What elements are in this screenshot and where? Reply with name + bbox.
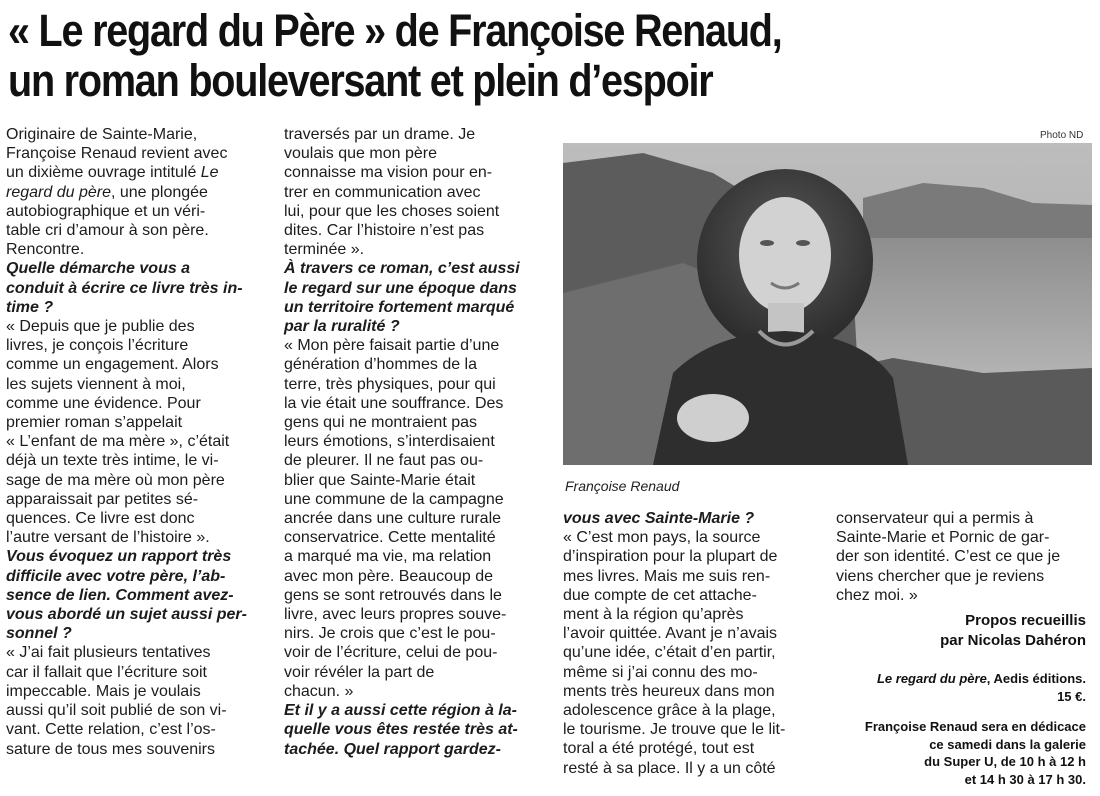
book-publisher: , Aedis éditions. — [986, 671, 1086, 686]
event-line: du Super U, de 10 h à 12 h — [924, 754, 1086, 769]
article-column-4 — [836, 509, 1094, 605]
event-line: Françoise Renaud sera en dédicace — [864, 719, 1086, 734]
text-line: avec mon père. Beaucoup de — [284, 567, 494, 585]
interview-byline — [940, 611, 1086, 651]
text-line: Françoise Renaud revient avec — [6, 145, 228, 163]
interview-question: À travers ce roman, c’est aussi — [284, 260, 520, 278]
text-line: resté à sa place. Il y a un côté — [563, 759, 776, 777]
text-line: car il fallait que l’écriture soit — [6, 663, 207, 681]
text-line: aussi qu’il soit publié de son vi- — [6, 702, 227, 720]
headline-line-2: un roman bouleversant et plein d’espoir — [8, 55, 713, 106]
text-line: due compte de cet attache- — [563, 586, 757, 604]
article-column-2 — [284, 125, 549, 759]
text-line: voulais que mon père — [284, 145, 437, 163]
text-line: premier roman s’appelait — [6, 414, 183, 432]
text-line: adolescence grâce à la plage, — [563, 702, 776, 720]
text-line: gens qui ne montraient pas — [284, 414, 478, 432]
text-line: Sainte-Marie et Pornic de gar- — [836, 529, 1050, 547]
text-line: le tourisme. Je trouve que le lit- — [563, 721, 786, 739]
text-line: Rencontre. — [6, 241, 85, 259]
interview-question: sonnel ? — [6, 625, 72, 643]
text-line: Originaire de Sainte-Marie, — [6, 126, 198, 143]
interview-question: tachée. Quel rapport gardez- — [284, 740, 501, 758]
text-line: vant. Cette relation, c’est l’os- — [6, 721, 216, 739]
interview-question: un territoire fortement marqué — [284, 298, 515, 316]
byline-line-2: par Nicolas Dahéron — [940, 632, 1086, 649]
text-line: « J’ai fait plusieurs tentatives — [6, 644, 211, 662]
interview-question: Vous évoquez un rapport très — [6, 548, 232, 566]
text-line: les sujets viennent à moi, — [6, 375, 186, 393]
event-line: ce samedi dans la galerie — [929, 736, 1086, 752]
interview-question: vous abordé un sujet aussi per- — [6, 606, 247, 624]
text-line: ancrée dans une culture rurale — [284, 510, 502, 528]
text-line: der son identité. C’est ce que je — [836, 548, 1061, 566]
text-line: lui, pour que les choses soient — [284, 202, 500, 220]
interview-question: conduit à écrire ce livre très in- — [6, 279, 243, 297]
text-line: terminée ». — [284, 241, 365, 259]
text-line: ment à la région qu’après — [563, 606, 744, 624]
photo-caption: Françoise Renaud — [565, 478, 680, 494]
article-column-3 — [563, 509, 815, 778]
book-title: Le regard du père — [876, 671, 987, 686]
text-line: « Mon père faisait partie d’une — [284, 337, 500, 355]
text-line: de pleurer. Il ne faut pas ou- — [284, 452, 484, 470]
event-line: et 14 h 30 à 17 h 30. — [964, 771, 1086, 787]
text-line: voir de l’écriture, celui de pou- — [284, 644, 498, 662]
text-line: a marqué ma vie, ma relation — [284, 548, 492, 566]
text-line: sature de tous mes souvenirs — [6, 740, 215, 758]
text-line: la vie était une souffrance. Des — [284, 394, 504, 412]
headline-line-1: « Le regard du Père » de Françoise Renaud, — [8, 5, 782, 56]
book-price: 15 €. — [1057, 689, 1086, 704]
book-info-line — [877, 670, 1086, 688]
interview-question: time ? — [6, 298, 54, 316]
text-line: leurs émotions, s’interdisaient — [284, 433, 495, 451]
text-line: livre, avec leurs propres souve- — [284, 606, 507, 624]
text-line: quences. Ce livre est donc — [6, 510, 195, 528]
interview-question: par la ruralité ? — [284, 318, 400, 336]
text-line: mes livres. Mais me suis ren- — [563, 567, 771, 585]
author-photo-image — [563, 143, 1092, 465]
text-line: « C’est mon pays, la source — [563, 529, 761, 547]
text-line: déjà un texte très intime, le vi- — [6, 452, 219, 470]
text-line: chacun. » — [284, 682, 354, 700]
text-line: conservateur qui a permis à — [836, 510, 1034, 527]
text-line: viens chercher que je reviens — [836, 567, 1045, 585]
text-line: terre, très physiques, pour qui — [284, 375, 496, 393]
text-line: ments très heureux dans mon — [563, 682, 775, 700]
interview-question: vous avec Sainte-Marie ? — [563, 510, 755, 527]
text-line: autobiographique et un véri- — [6, 202, 206, 220]
interview-question: quelle vous êtes restée très at- — [284, 721, 518, 739]
interview-question: Et il y a aussi cette région à la- — [284, 702, 517, 720]
text-line: apparaissait par petites sé- — [6, 490, 199, 508]
article-headline — [8, 6, 965, 106]
text-line: même si j’ai connu des mo- — [563, 663, 758, 681]
text-line: nirs. Je crois que c’est le pou- — [284, 625, 496, 643]
text-line: comme un engagement. Alors — [6, 356, 219, 374]
text-line: impeccable. Mais je voulais — [6, 682, 201, 700]
text-line: blier que Sainte-Marie était — [284, 471, 476, 489]
text-line: une commune de la campagne — [284, 490, 504, 508]
text-line: dites. Car l’histoire n’est pas — [284, 222, 485, 240]
text-line: l’avoir quittée. Avant je n’avais — [563, 625, 778, 643]
text-line: traversés par un drame. Je — [284, 126, 476, 143]
interview-question: le regard sur une époque dans — [284, 279, 517, 297]
text-line: livres, je conçois l’écriture — [6, 337, 189, 355]
signing-event-info — [865, 718, 1086, 788]
interview-question: Quelle démarche vous a — [6, 260, 191, 278]
text-line: sage de ma mère où mon père — [6, 471, 225, 489]
text-line: table cri d’amour à son père. — [6, 222, 209, 240]
author-photo — [563, 143, 1092, 465]
text-line: trer en communication avec — [284, 183, 481, 201]
text-line: un dixième ouvrage intitulé Le — [6, 164, 219, 182]
text-line: l’autre versant de l’histoire ». — [6, 529, 210, 547]
text-line: d’inspiration pour la plupart de — [563, 548, 778, 566]
text-line: « Depuis que je publie des — [6, 318, 195, 336]
book-info — [877, 670, 1086, 706]
text-line: regard du père, une plongée — [6, 183, 208, 201]
text-line: gens se sont retrouvés dans le — [284, 586, 502, 604]
text-line: voir révéler la part de — [284, 663, 435, 681]
article-column-1 — [6, 125, 268, 759]
byline-line-1: Propos recueillis — [965, 612, 1086, 629]
text-line: conservatrice. Cette mentalité — [284, 529, 496, 547]
photo-credit: Photo ND — [1040, 130, 1084, 141]
text-line: qu’une idée, c’était d’en partir, — [563, 644, 776, 662]
text-line: comme une évidence. Pour — [6, 394, 201, 412]
text-line: génération d’hommes de la — [284, 356, 478, 374]
interview-question: difficile avec votre père, l’ab- — [6, 567, 226, 585]
text-line: connaisse ma vision pour en- — [284, 164, 493, 182]
text-line: chez moi. » — [836, 586, 918, 604]
interview-question: sence de lien. Comment avez- — [6, 586, 234, 604]
text-line: toral a été protégé, tout est — [563, 740, 755, 758]
text-line: « L’enfant de ma mère », c’était — [6, 433, 230, 451]
